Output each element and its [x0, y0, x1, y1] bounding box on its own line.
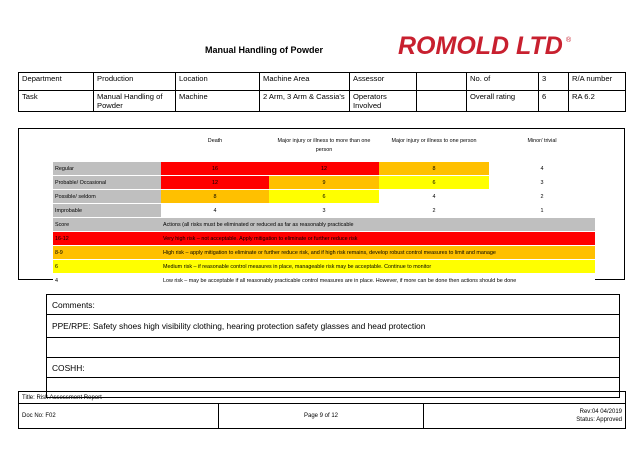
risk-score-cell: 4: [489, 162, 595, 176]
likelihood-label: Improbable: [53, 204, 161, 218]
score-range: 16-12: [53, 232, 161, 246]
footer-title: Title: Risk Assessment Report: [19, 392, 626, 404]
footer-page: Page 9 of 12: [219, 404, 424, 429]
logo-text: ROMOLD LTD: [398, 32, 563, 60]
risk-score-cell: 6: [379, 176, 489, 190]
romold-logo: [398, 32, 598, 60]
matrix-header-row: [53, 133, 595, 162]
info-row-2: [19, 91, 626, 112]
overall-rating-value: 6: [539, 91, 569, 112]
score-action: High risk – apply mitigation to eliminate or further reduce risk, and if high risk remains, develop robust control measures to limit and manage: [161, 246, 595, 260]
score-action-row: [53, 232, 595, 246]
logo-registered-mark: ®: [566, 37, 572, 44]
matrix-header-cell: Minor/ trivial: [489, 133, 595, 162]
matrix-header-cell: Death: [161, 133, 269, 162]
footer-rev: Rev:04 04/2019: [579, 409, 622, 415]
comments-table: [46, 294, 620, 398]
matrix-row: [53, 176, 595, 190]
score-header-label: Score: [53, 218, 161, 232]
coshh-comment: COSHH:: [47, 358, 620, 378]
matrix-row: [53, 204, 595, 218]
score-header-text: Actions (all risks must be eliminated or reduced as far as reasonably practicable: [161, 218, 595, 232]
risk-matrix: [53, 133, 595, 288]
footer-status: Status: Approved: [576, 417, 622, 423]
risk-matrix-box: [18, 128, 625, 284]
risk-score-cell: 4: [161, 204, 269, 218]
risk-score-cell: 6: [269, 190, 379, 204]
operators-value: [417, 91, 467, 112]
score-header-row: [53, 218, 595, 232]
score-range: 4: [53, 274, 161, 288]
matrix-header-cell: Major injury or illness to more than one person: [269, 133, 379, 162]
score-range: 8-9: [53, 246, 161, 260]
location-label: Location: [176, 73, 260, 91]
matrix-row: [53, 162, 595, 176]
risk-score-cell: 16: [161, 162, 269, 176]
info-table: [18, 72, 626, 112]
score-action: Medium risk – if reasonable control measures in place, manageable risk may be acceptable. Continue to monitor: [161, 260, 595, 274]
comments-heading: Comments:: [47, 295, 620, 315]
score-action-row: [53, 260, 595, 274]
assessor-value: [417, 73, 467, 91]
risk-score-cell: 12: [269, 162, 379, 176]
department-label: Department: [19, 73, 94, 91]
risk-score-cell: 1: [489, 204, 595, 218]
risk-score-cell: 2: [379, 204, 489, 218]
task-label: Task: [19, 91, 94, 112]
document-title: Manual Handling of Powder: [205, 45, 324, 55]
likelihood-label: Regular: [53, 162, 161, 176]
score-range: 6: [53, 260, 161, 274]
score-action: Low risk – may be acceptable if all reasonably practicable control measures are in place. However, if more can be done then actions should be done: [161, 274, 595, 288]
footer-table: [18, 391, 626, 429]
overall-rating-label: Overall rating: [467, 91, 539, 112]
score-action-row: [53, 246, 595, 260]
ra-number-value: RA 6.2: [569, 91, 626, 112]
info-row-1: [19, 73, 626, 91]
risk-score-cell: 9: [269, 176, 379, 190]
risk-score-cell: 4: [379, 190, 489, 204]
risk-score-cell: 3: [269, 204, 379, 218]
machine-label: Machine: [176, 91, 260, 112]
ppe-comment: PPE/RPE: Safety shoes high visibility clothing, hearing protection safety glasses and head protection: [47, 315, 620, 338]
assessor-label: Assessor: [350, 73, 417, 91]
score-action: Very high risk – not acceptable. Apply mitigation to eliminate or further reduce risk: [161, 232, 595, 246]
machine-value: 2 Arm, 3 Arm & Cassia's: [260, 91, 350, 112]
risk-score-cell: 8: [161, 190, 269, 204]
footer-doc-no: Doc No: F02: [19, 404, 219, 429]
task-value: Manual Handling of Powder: [94, 91, 176, 112]
location-value: Machine Area: [260, 73, 350, 91]
score-action-row: [53, 274, 595, 288]
risk-score-cell: 3: [489, 176, 595, 190]
department-value: Production: [94, 73, 176, 91]
blank-row: [47, 338, 620, 358]
risk-score-cell: 12: [161, 176, 269, 190]
operators-label: Operators Involved: [350, 91, 417, 112]
footer-revision: [424, 404, 626, 429]
likelihood-label: Possible/ seldom: [53, 190, 161, 204]
ra-number-label: R/A number: [569, 73, 626, 91]
number-of-value: 3: [539, 73, 569, 91]
risk-score-cell: 2: [489, 190, 595, 204]
matrix-header-cell: [53, 133, 161, 162]
risk-score-cell: 8: [379, 162, 489, 176]
matrix-row: [53, 190, 595, 204]
likelihood-label: Probable/ Occasional: [53, 176, 161, 190]
number-of-label: No. of: [467, 73, 539, 91]
matrix-header-cell: Major injury or illness to one person: [379, 133, 489, 162]
